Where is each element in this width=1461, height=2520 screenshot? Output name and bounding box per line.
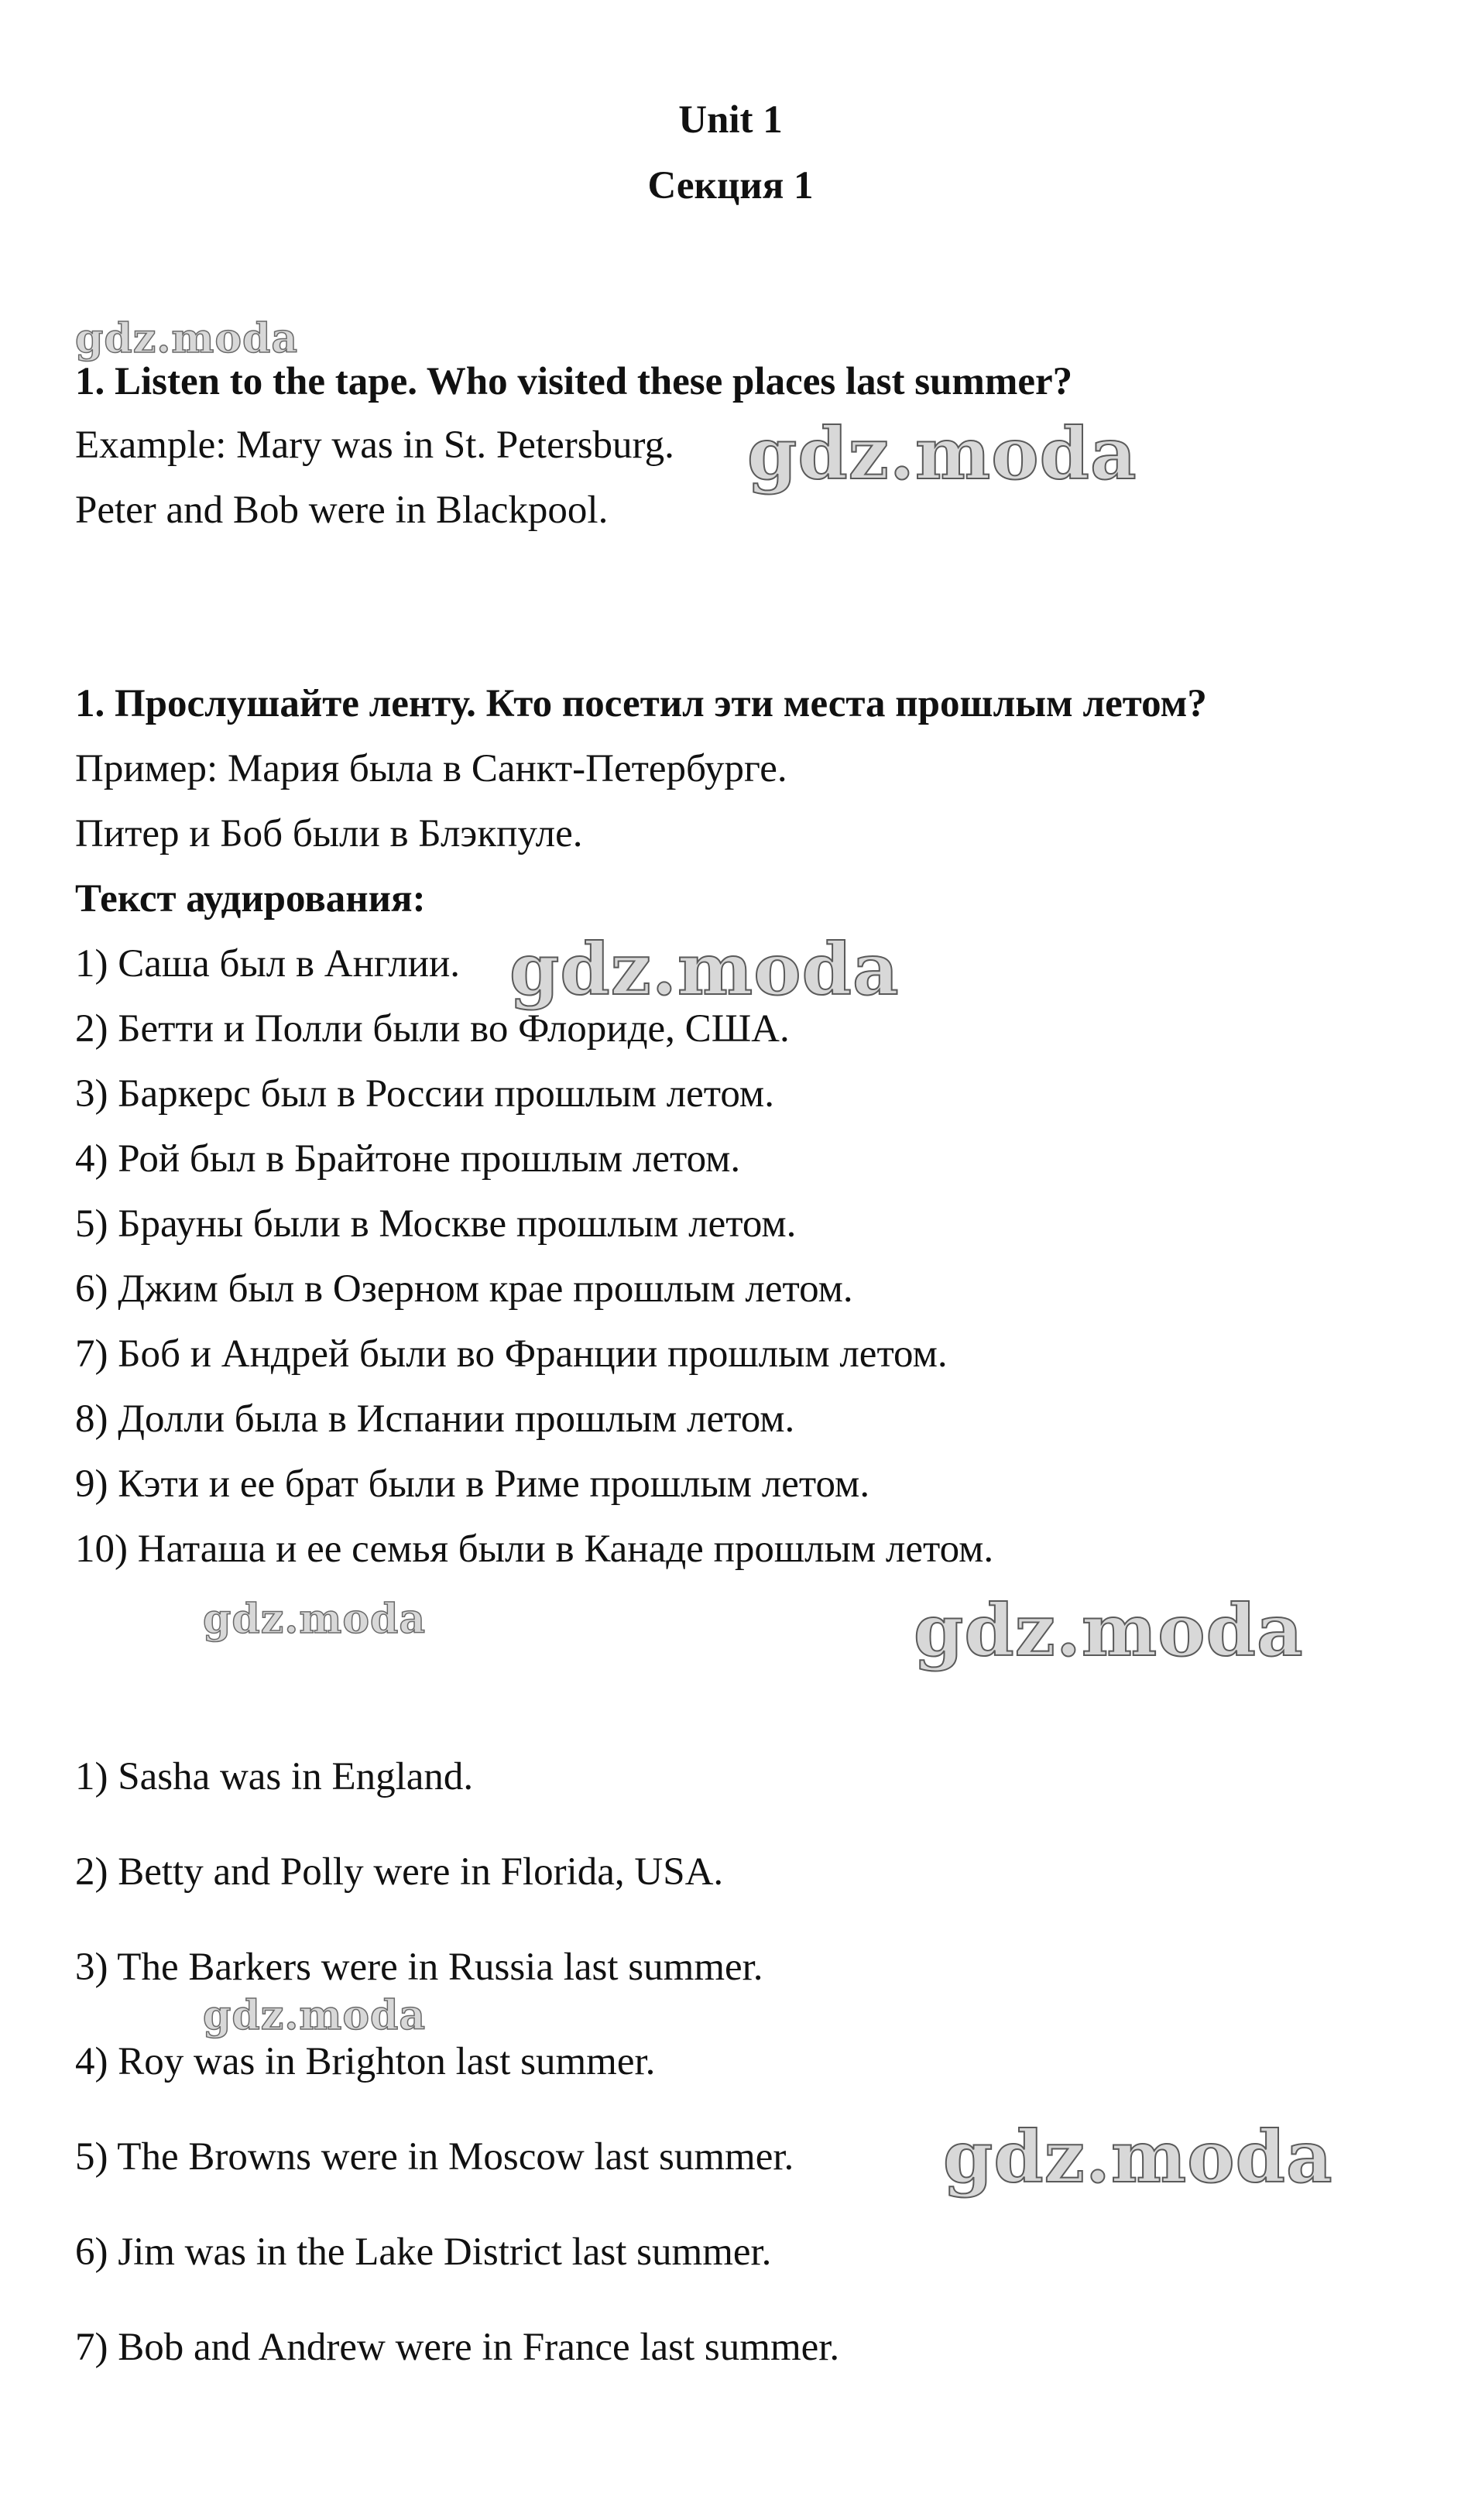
list-item: 4) Roy was in Brighton last summer. xyxy=(75,2040,656,2083)
watermark: gdz.moda xyxy=(943,2115,1333,2199)
list-item: 10) Наташа и ее семья были в Канаде прошлым летом. xyxy=(75,1527,994,1571)
exercise-ru-heading: 1. Прослушайте ленту. Кто посетил эти места прошлым летом? xyxy=(75,682,1207,725)
list-item: 1) Саша был в Англии. xyxy=(75,942,461,986)
list-item: 4) Рой был в Брайтоне прошлым летом. xyxy=(75,1137,741,1181)
transcript-heading: Текст аудирования: xyxy=(75,877,426,921)
list-item: 7) Bob and Andrew were in France last summer. xyxy=(75,2326,840,2369)
list-item: 7) Боб и Андрей были во Франции прошлым летом. xyxy=(75,1332,948,1376)
list-item: 8) Долли была в Испании прошлым летом. xyxy=(75,1397,795,1441)
list-item: 5) The Browns were in Moscow last summer. xyxy=(75,2135,794,2179)
list-item: 9) Кэти и ее брат были в Риме прошлым летом. xyxy=(75,1462,870,1506)
section-title: Секция 1 xyxy=(647,164,814,207)
watermark: gdz.moda xyxy=(203,1596,427,1643)
exercise-ru-example: Пример: Мария была в Санкт-Петербурге. xyxy=(75,747,787,790)
exercise-en-example: Example: Mary was in St. Petersburg. xyxy=(75,423,674,467)
list-item: 2) Betty and Polly were in Florida, USA. xyxy=(75,1850,724,1894)
watermark: gdz.moda xyxy=(75,315,299,362)
exercise-en-answer: Peter and Bob were in Blackpool. xyxy=(75,489,609,532)
list-item: 3) Баркерс был в России прошлым летом. xyxy=(75,1072,774,1116)
list-item: 3) The Barkers were in Russia last summer. xyxy=(75,1946,763,1989)
list-item: 1) Sasha was in England. xyxy=(75,1755,474,1798)
list-item: 6) Джим был в Озерном крае прошлым летом. xyxy=(75,1267,853,1311)
list-item: 2) Бетти и Полли были во Флориде, США. xyxy=(75,1007,790,1051)
watermark: gdz.moda xyxy=(509,927,900,1011)
watermark: gdz.moda xyxy=(747,412,1137,495)
watermark: gdz.moda xyxy=(914,1589,1304,1672)
list-item: 6) Jim was in the Lake District last summer. xyxy=(75,2230,772,2274)
list-item: 5) Брауны были в Москве прошлым летом. xyxy=(75,1202,797,1246)
exercise-ru-answer: Питер и Боб были в Блэкпуле. xyxy=(75,812,583,855)
exercise-en-heading: 1. Listen to the tape. Who visited these places last summer? xyxy=(75,360,1073,403)
unit-title: Unit 1 xyxy=(678,98,783,142)
watermark: gdz.moda xyxy=(203,1992,427,2039)
